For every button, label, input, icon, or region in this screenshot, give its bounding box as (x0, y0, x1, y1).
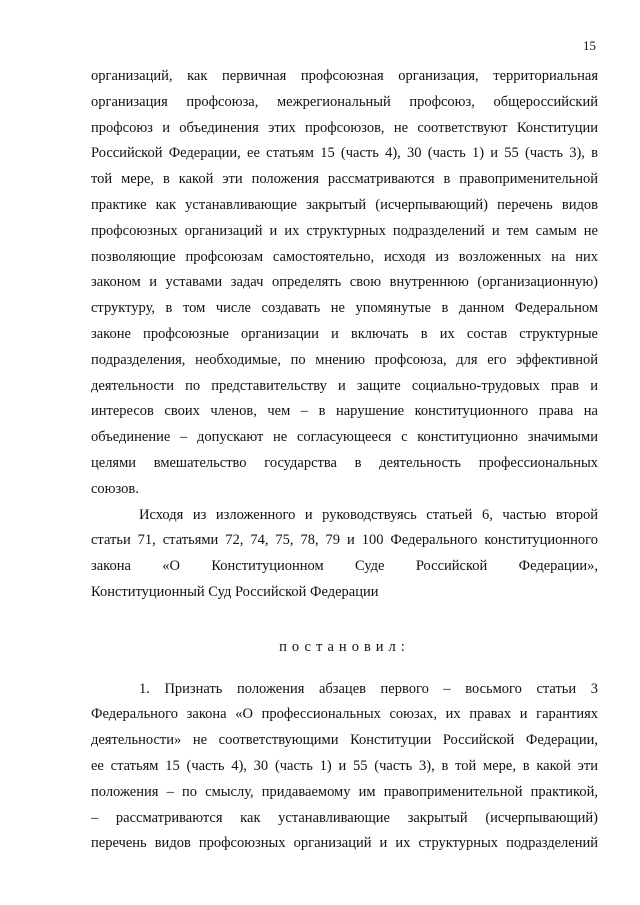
text-line: деятельности по представительству и защите социально-трудовых прав и (91, 377, 598, 394)
text-line: профсоюз и объединения этих профсоюзов, не соответствуют Конституции (91, 119, 598, 136)
text-line: Федерального закона «О профессиональных союзах, их правах и гарантиях (91, 706, 598, 723)
text-line: статьи 71, статьями 72, 74, 75, 78, 79 и 100 Федерального конституционного (91, 532, 598, 549)
paragraph-continuation (91, 64, 598, 503)
text-line: – рассматриваются как устанавливающие закрытый (исчерпывающий) (91, 809, 598, 826)
text-line: объединение – допускают не согласующееся с конституционно значимыми (91, 429, 598, 446)
text-line: профсоюзных организаций и их структурных подразделений и тем самым не (91, 222, 598, 239)
text-line: организация профсоюза, межрегиональный профсоюз, общероссийский (91, 93, 598, 110)
text-line: деятельности» не соответствующими Конституции Российской Федерации, (91, 732, 598, 749)
paragraph-ruling-1 (91, 677, 598, 858)
text-line: ее статьям 15 (часть 4), 30 (часть 1) и 55 (часть 3), в той мере, в какой эти (91, 757, 598, 774)
text-line: Конституционный Суд Российской Федерации (91, 583, 379, 600)
text-line: подразделения, необходимые, по мнению профсоюза, для его эффективной (91, 351, 598, 368)
text-line: той мере, в какой эти положения рассматриваются в правоприменительной (91, 171, 598, 188)
text-line: законом и уставами задач определять свою внутреннюю (организационную) (91, 274, 598, 291)
text-line: перечень видов профсоюзных организаций и их структурных подразделений (91, 835, 598, 852)
text-line: организаций, как первичная профсоюзная организация, территориальная (91, 68, 598, 84)
text-line: законе профсоюзные организации и включать в их состав структурные (91, 325, 598, 342)
document-body (91, 64, 598, 857)
paragraph-basis (91, 503, 598, 606)
text-line: структуру, в том числе создавать не упомянутые в данном Федеральном (91, 300, 598, 317)
text-line: 1. Признать положения абзацев первого – восьмого статьи 3 (139, 680, 598, 697)
text-line: практике как устанавливающие закрытый (исчерпывающий) перечень видов (91, 196, 598, 213)
text-line: союзов. (91, 480, 139, 497)
text-line: интересов своих членов, чем – в нарушение конституционного права на (91, 403, 598, 420)
text-line: положения – по смыслу, придаваемому им правоприменительной практикой, (91, 783, 598, 800)
decree-heading: постановил: (279, 638, 410, 655)
text-line: целями вмешательство государства в деятельность профессиональных (91, 454, 598, 471)
text-line: позволяющие профсоюзам самостоятельно, исходя из возложенных на них (91, 248, 598, 265)
text-line: Исходя из изложенного и руководствуясь статьей 6, частью второй (139, 506, 598, 523)
text-line: закона «О Конституционном Суде Российской Федерации», (91, 558, 598, 575)
text-line: Российской Федерации, ее статьям 15 (часть 4), 30 (часть 1) и 55 (часть 3), в (91, 145, 598, 162)
page-number: 15 (583, 38, 596, 53)
